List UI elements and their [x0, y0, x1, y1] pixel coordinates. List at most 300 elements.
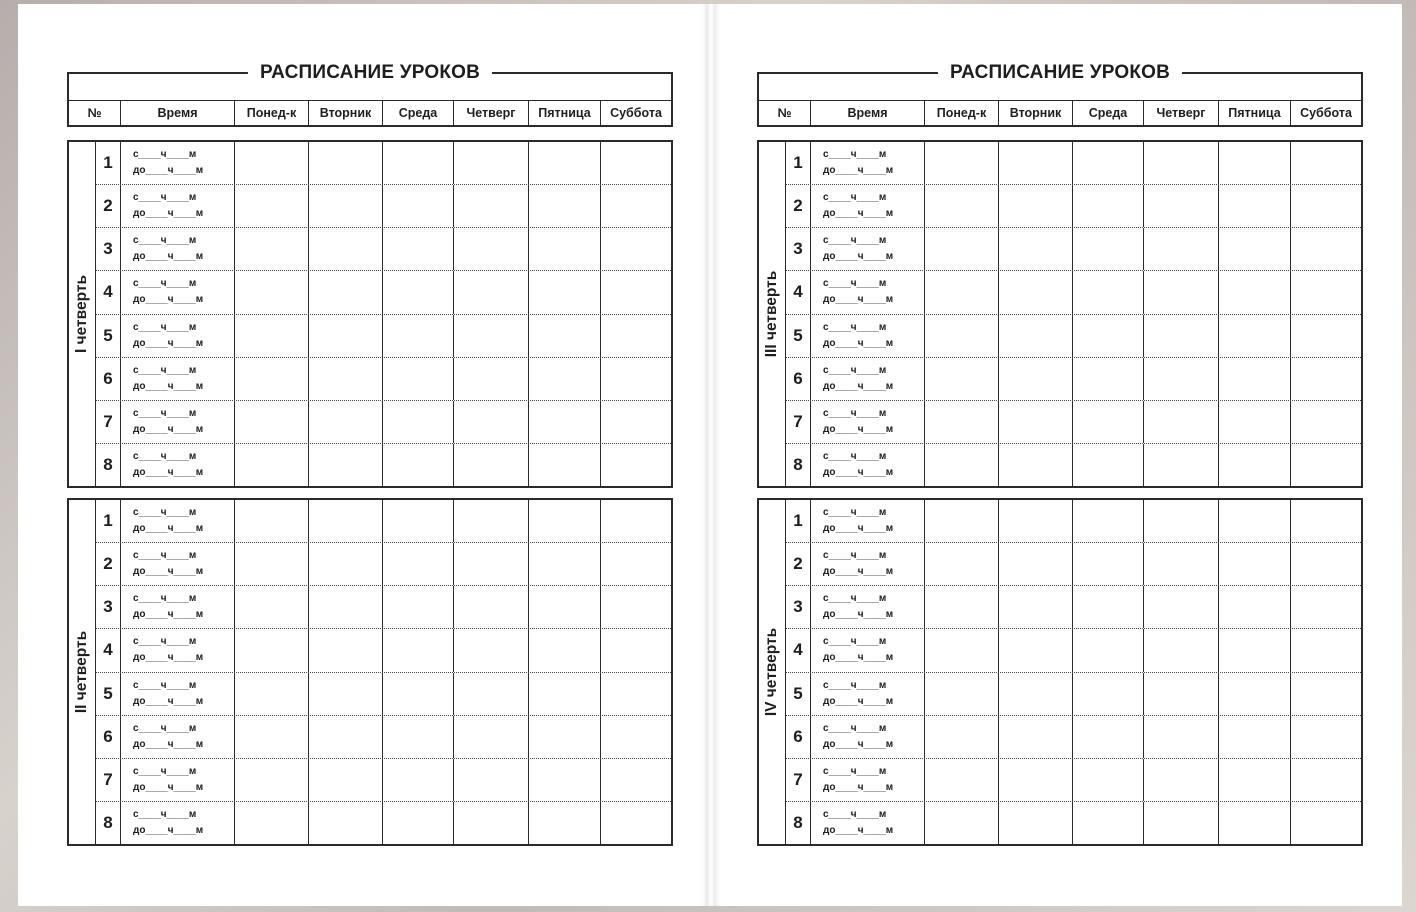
- lesson-cell-friday[interactable]: [1219, 142, 1291, 184]
- lesson-cell-wednesday[interactable]: [383, 271, 454, 313]
- lesson-cell-monday[interactable]: [925, 271, 999, 313]
- time-from-line: с____ч____м: [823, 636, 887, 648]
- lesson-cell-friday[interactable]: [1219, 586, 1291, 628]
- lesson-cell-wednesday[interactable]: [383, 358, 454, 400]
- lesson-cell-wednesday[interactable]: [383, 543, 454, 585]
- lesson-cell-thursday[interactable]: [1144, 802, 1219, 844]
- lesson-cell-monday[interactable]: [235, 401, 309, 443]
- lesson-cell-wednesday[interactable]: [1073, 142, 1144, 184]
- lesson-cell-saturday[interactable]: [1291, 543, 1361, 585]
- lesson-cell-friday[interactable]: [529, 543, 601, 585]
- header-wednesday: Среда: [383, 101, 454, 125]
- lesson-time-cell[interactable]: [121, 673, 235, 715]
- lesson-cell-friday[interactable]: [529, 716, 601, 758]
- lesson-cell-thursday[interactable]: [1144, 716, 1219, 758]
- lesson-time-cell[interactable]: [811, 759, 925, 801]
- lesson-row: [96, 401, 671, 444]
- quarter-label: III четверть: [759, 142, 786, 486]
- lesson-cell-tuesday[interactable]: [309, 543, 383, 585]
- lesson-cell-monday[interactable]: [235, 271, 309, 313]
- lesson-cell-saturday[interactable]: [601, 629, 671, 671]
- lesson-number: 5: [96, 315, 121, 357]
- lesson-row: [96, 802, 671, 844]
- lesson-cell-wednesday[interactable]: [383, 315, 454, 357]
- lesson-cell-friday[interactable]: [529, 315, 601, 357]
- quarter-block-1: [67, 140, 673, 488]
- lesson-cell-tuesday[interactable]: [309, 629, 383, 671]
- lesson-cell-thursday[interactable]: [1144, 315, 1219, 357]
- lesson-cell-monday[interactable]: [925, 315, 999, 357]
- lesson-cell-saturday[interactable]: [1291, 142, 1361, 184]
- lesson-time-cell[interactable]: [811, 142, 925, 184]
- lesson-cell-thursday[interactable]: [454, 401, 529, 443]
- lesson-cell-monday[interactable]: [925, 401, 999, 443]
- lesson-cell-friday[interactable]: [529, 185, 601, 227]
- lesson-cell-saturday[interactable]: [601, 358, 671, 400]
- time-from-line: с____ч____м: [823, 407, 887, 419]
- lesson-cell-monday[interactable]: [925, 759, 999, 801]
- lesson-time-cell[interactable]: [121, 228, 235, 270]
- lesson-rows: [786, 500, 1361, 844]
- lesson-cell-tuesday[interactable]: [309, 271, 383, 313]
- lesson-cell-thursday[interactable]: [454, 586, 529, 628]
- lesson-cell-tuesday[interactable]: [999, 543, 1073, 585]
- lesson-cell-saturday[interactable]: [601, 586, 671, 628]
- quarter-label: I четверть: [69, 142, 96, 486]
- time-from-line: с____ч____м: [133, 321, 197, 333]
- lesson-cell-friday[interactable]: [1219, 716, 1291, 758]
- lesson-cell-wednesday[interactable]: [383, 142, 454, 184]
- lesson-cell-wednesday[interactable]: [383, 759, 454, 801]
- lesson-cell-tuesday[interactable]: [999, 802, 1073, 844]
- lesson-cell-tuesday[interactable]: [309, 716, 383, 758]
- lesson-cell-wednesday[interactable]: [383, 629, 454, 671]
- lesson-cell-thursday[interactable]: [1144, 543, 1219, 585]
- lesson-cell-saturday[interactable]: [1291, 500, 1361, 542]
- time-from-line: с____ч____м: [823, 235, 887, 247]
- lesson-number: 8: [786, 444, 811, 486]
- lesson-cell-friday[interactable]: [1219, 358, 1291, 400]
- lesson-cell-friday[interactable]: [1219, 759, 1291, 801]
- lesson-cell-saturday[interactable]: [1291, 185, 1361, 227]
- time-to-line: до____ч____м: [823, 824, 894, 836]
- lesson-cell-thursday[interactable]: [454, 500, 529, 542]
- lesson-time-cell[interactable]: [811, 802, 925, 844]
- lesson-cell-tuesday[interactable]: [309, 586, 383, 628]
- lesson-number: 7: [786, 759, 811, 801]
- header-thursday: Четверг: [1144, 101, 1219, 125]
- lesson-cell-thursday[interactable]: [454, 444, 529, 486]
- time-from-line: с____ч____м: [133, 450, 197, 462]
- lesson-time-cell[interactable]: [811, 271, 925, 313]
- lesson-cell-thursday[interactable]: [454, 716, 529, 758]
- lesson-cell-saturday[interactable]: [601, 543, 671, 585]
- lesson-cell-monday[interactable]: [235, 802, 309, 844]
- quarter-block-2: [67, 498, 673, 846]
- lesson-time-cell[interactable]: [121, 716, 235, 758]
- lesson-cell-saturday[interactable]: [601, 228, 671, 270]
- lesson-cell-thursday[interactable]: [454, 673, 529, 715]
- lesson-number: 1: [786, 142, 811, 184]
- lesson-cell-tuesday[interactable]: [999, 586, 1073, 628]
- lesson-cell-wednesday[interactable]: [1073, 716, 1144, 758]
- lesson-cell-wednesday[interactable]: [383, 185, 454, 227]
- lesson-number: 6: [786, 716, 811, 758]
- lesson-cell-saturday[interactable]: [601, 759, 671, 801]
- lesson-cell-monday[interactable]: [925, 228, 999, 270]
- lesson-cell-tuesday[interactable]: [309, 401, 383, 443]
- time-from-line: с____ч____м: [133, 722, 197, 734]
- lesson-cell-saturday[interactable]: [1291, 629, 1361, 671]
- time-to-line: до____ч____м: [823, 652, 894, 664]
- lesson-cell-friday[interactable]: [529, 271, 601, 313]
- lesson-cell-monday[interactable]: [235, 444, 309, 486]
- lesson-time-cell[interactable]: [811, 586, 925, 628]
- lesson-cell-thursday[interactable]: [1144, 185, 1219, 227]
- lesson-cell-tuesday[interactable]: [999, 271, 1073, 313]
- lesson-cell-thursday[interactable]: [1144, 673, 1219, 715]
- lesson-cell-monday[interactable]: [925, 802, 999, 844]
- lesson-cell-thursday[interactable]: [1144, 401, 1219, 443]
- lesson-cell-saturday[interactable]: [601, 271, 671, 313]
- lesson-cell-saturday[interactable]: [1291, 444, 1361, 486]
- lesson-cell-saturday[interactable]: [1291, 271, 1361, 313]
- lesson-cell-thursday[interactable]: [454, 271, 529, 313]
- lesson-row: [786, 185, 1361, 228]
- lesson-cell-tuesday[interactable]: [999, 444, 1073, 486]
- title-row: [757, 62, 1363, 100]
- lesson-cell-thursday[interactable]: [454, 185, 529, 227]
- lesson-cell-monday[interactable]: [235, 315, 309, 357]
- lesson-time-cell[interactable]: [811, 673, 925, 715]
- time-to-line: до____ч____м: [823, 738, 894, 750]
- lesson-row: [96, 586, 671, 629]
- lesson-cell-thursday[interactable]: [1144, 629, 1219, 671]
- time-from-line: с____ч____м: [133, 765, 197, 777]
- lesson-time-cell[interactable]: [121, 358, 235, 400]
- lesson-cell-saturday[interactable]: [1291, 358, 1361, 400]
- quarter-label: IV четверть: [759, 500, 786, 844]
- lesson-cell-thursday[interactable]: [454, 759, 529, 801]
- time-to-line: до____ч____м: [133, 695, 204, 707]
- lesson-time-cell[interactable]: [811, 401, 925, 443]
- lesson-cell-friday[interactable]: [529, 629, 601, 671]
- lesson-cell-wednesday[interactable]: [383, 444, 454, 486]
- lesson-cell-wednesday[interactable]: [1073, 586, 1144, 628]
- lesson-cell-saturday[interactable]: [1291, 586, 1361, 628]
- lesson-time-cell[interactable]: [811, 716, 925, 758]
- lesson-cell-monday[interactable]: [925, 586, 999, 628]
- lesson-cell-saturday[interactable]: [1291, 315, 1361, 357]
- lesson-number: 6: [96, 358, 121, 400]
- lesson-number: 2: [786, 185, 811, 227]
- lesson-cell-tuesday[interactable]: [999, 401, 1073, 443]
- lesson-cell-friday[interactable]: [1219, 271, 1291, 313]
- lesson-time-cell[interactable]: [811, 444, 925, 486]
- lesson-cell-wednesday[interactable]: [383, 716, 454, 758]
- lesson-cell-friday[interactable]: [529, 802, 601, 844]
- lesson-row: [786, 716, 1361, 759]
- lesson-time-cell[interactable]: [121, 315, 235, 357]
- lesson-cell-friday[interactable]: [529, 586, 601, 628]
- lesson-cell-friday[interactable]: [1219, 802, 1291, 844]
- lesson-row: [786, 759, 1361, 802]
- time-to-line: до____ч____м: [133, 609, 204, 621]
- lesson-cell-saturday[interactable]: [601, 315, 671, 357]
- lesson-cell-friday[interactable]: [1219, 228, 1291, 270]
- lesson-cell-monday[interactable]: [235, 500, 309, 542]
- lesson-cell-wednesday[interactable]: [1073, 271, 1144, 313]
- lesson-cell-friday[interactable]: [529, 401, 601, 443]
- header-tuesday: Вторник: [999, 101, 1073, 125]
- lesson-cell-thursday[interactable]: [454, 629, 529, 671]
- time-to-line: до____ч____м: [133, 824, 204, 836]
- lesson-number: 4: [96, 629, 121, 671]
- lesson-cell-wednesday[interactable]: [1073, 759, 1144, 801]
- lesson-cell-monday[interactable]: [235, 543, 309, 585]
- lesson-cell-friday[interactable]: [1219, 673, 1291, 715]
- lesson-row: [96, 271, 671, 314]
- lesson-time-cell[interactable]: [811, 185, 925, 227]
- lesson-cell-tuesday[interactable]: [999, 629, 1073, 671]
- lesson-cell-thursday[interactable]: [454, 315, 529, 357]
- lesson-cell-wednesday[interactable]: [383, 401, 454, 443]
- lesson-cell-friday[interactable]: [529, 759, 601, 801]
- lesson-cell-thursday[interactable]: [1144, 759, 1219, 801]
- lesson-row: [96, 444, 671, 486]
- lesson-time-cell[interactable]: [121, 629, 235, 671]
- header-friday: Пятница: [1219, 101, 1291, 125]
- lesson-cell-tuesday[interactable]: [309, 444, 383, 486]
- lesson-time-cell[interactable]: [121, 543, 235, 585]
- lesson-cell-tuesday[interactable]: [999, 185, 1073, 227]
- lesson-cell-thursday[interactable]: [1144, 228, 1219, 270]
- lesson-cell-monday[interactable]: [235, 716, 309, 758]
- header-saturday: Суббота: [610, 106, 662, 120]
- lesson-cell-wednesday[interactable]: [1073, 543, 1144, 585]
- time-to-line: до____ч____м: [823, 523, 894, 535]
- lesson-cell-friday[interactable]: [529, 228, 601, 270]
- lesson-row: [96, 673, 671, 716]
- lesson-cell-tuesday[interactable]: [999, 358, 1073, 400]
- lesson-cell-tuesday[interactable]: [999, 228, 1073, 270]
- lesson-time-cell[interactable]: [121, 142, 235, 184]
- lesson-row: [96, 315, 671, 358]
- lesson-cell-friday[interactable]: [1219, 444, 1291, 486]
- lesson-cell-friday[interactable]: [1219, 185, 1291, 227]
- lesson-cell-wednesday[interactable]: [1073, 673, 1144, 715]
- lesson-rows: [786, 142, 1361, 486]
- lesson-cell-tuesday[interactable]: [999, 716, 1073, 758]
- lesson-cell-wednesday[interactable]: [383, 500, 454, 542]
- lesson-cell-wednesday[interactable]: [1073, 185, 1144, 227]
- time-from-line: с____ч____м: [133, 192, 197, 204]
- lesson-cell-monday[interactable]: [925, 358, 999, 400]
- lesson-cell-monday[interactable]: [925, 185, 999, 227]
- lesson-time-cell[interactable]: [811, 543, 925, 585]
- time-from-line: с____ч____м: [823, 808, 887, 820]
- lesson-cell-tuesday[interactable]: [309, 228, 383, 270]
- lesson-cell-wednesday[interactable]: [1073, 629, 1144, 671]
- lesson-rows: [96, 500, 671, 844]
- lesson-cell-wednesday[interactable]: [383, 228, 454, 270]
- lesson-cell-saturday[interactable]: [1291, 673, 1361, 715]
- lesson-cell-tuesday[interactable]: [309, 500, 383, 542]
- lesson-time-cell[interactable]: [121, 271, 235, 313]
- lesson-cell-saturday[interactable]: [1291, 401, 1361, 443]
- time-from-line: с____ч____м: [133, 149, 197, 161]
- lesson-number: 5: [786, 673, 811, 715]
- lesson-time-cell[interactable]: [811, 315, 925, 357]
- lesson-cell-wednesday[interactable]: [1073, 401, 1144, 443]
- lesson-cell-wednesday[interactable]: [383, 673, 454, 715]
- lesson-cell-monday[interactable]: [925, 673, 999, 715]
- lesson-time-cell[interactable]: [811, 629, 925, 671]
- lesson-cell-saturday[interactable]: [1291, 228, 1361, 270]
- lesson-cell-thursday[interactable]: [454, 142, 529, 184]
- time-from-line: с____ч____м: [823, 278, 887, 290]
- lesson-cell-friday[interactable]: [529, 673, 601, 715]
- lesson-cell-saturday[interactable]: [1291, 802, 1361, 844]
- lesson-cell-thursday[interactable]: [1144, 444, 1219, 486]
- lesson-cell-tuesday[interactable]: [309, 315, 383, 357]
- schedule-sheet-left: [67, 62, 673, 836]
- lesson-cell-wednesday[interactable]: [1073, 315, 1144, 357]
- title-row: [67, 62, 673, 100]
- lesson-cell-thursday[interactable]: [1144, 271, 1219, 313]
- lesson-cell-tuesday[interactable]: [999, 500, 1073, 542]
- time-to-line: до____ч____м: [133, 466, 204, 478]
- lesson-cell-wednesday[interactable]: [1073, 802, 1144, 844]
- lesson-cell-tuesday[interactable]: [309, 759, 383, 801]
- lesson-cell-tuesday[interactable]: [309, 185, 383, 227]
- lesson-time-cell[interactable]: [121, 759, 235, 801]
- lesson-cell-monday[interactable]: [235, 142, 309, 184]
- lesson-cell-thursday[interactable]: [1144, 358, 1219, 400]
- lesson-cell-wednesday[interactable]: [1073, 500, 1144, 542]
- lesson-cell-wednesday[interactable]: [1073, 228, 1144, 270]
- lesson-cell-tuesday[interactable]: [309, 802, 383, 844]
- lesson-number: 3: [786, 228, 811, 270]
- lesson-cell-saturday[interactable]: [601, 401, 671, 443]
- time-to-line: до____ч____м: [823, 208, 894, 220]
- lesson-time-cell[interactable]: [811, 500, 925, 542]
- lesson-cell-monday[interactable]: [235, 228, 309, 270]
- time-to-line: до____ч____м: [133, 652, 204, 664]
- lesson-cell-saturday[interactable]: [1291, 759, 1361, 801]
- header-thursday: Четверг: [454, 101, 529, 125]
- lesson-cell-thursday[interactable]: [454, 358, 529, 400]
- lesson-cell-wednesday[interactable]: [1073, 444, 1144, 486]
- lesson-cell-saturday[interactable]: [601, 673, 671, 715]
- lesson-time-cell[interactable]: [121, 802, 235, 844]
- lesson-cell-monday[interactable]: [235, 629, 309, 671]
- lesson-number: 1: [786, 500, 811, 542]
- lesson-cell-thursday[interactable]: [1144, 500, 1219, 542]
- lesson-cell-monday[interactable]: [235, 673, 309, 715]
- lesson-cell-tuesday[interactable]: [999, 142, 1073, 184]
- time-to-line: до____ч____м: [823, 423, 894, 435]
- lesson-cell-monday[interactable]: [235, 358, 309, 400]
- lesson-cell-monday[interactable]: [925, 142, 999, 184]
- lesson-number: 4: [786, 271, 811, 313]
- lesson-time-cell[interactable]: [121, 444, 235, 486]
- lesson-cell-monday[interactable]: [925, 500, 999, 542]
- lesson-number: 8: [96, 444, 121, 486]
- time-to-line: до____ч____м: [133, 523, 204, 535]
- lesson-cell-saturday[interactable]: [601, 716, 671, 758]
- lesson-number: 3: [96, 586, 121, 628]
- lesson-cell-thursday[interactable]: [1144, 142, 1219, 184]
- lesson-cell-tuesday[interactable]: [309, 142, 383, 184]
- lesson-cell-saturday[interactable]: [601, 444, 671, 486]
- lesson-cell-wednesday[interactable]: [383, 586, 454, 628]
- lesson-cell-tuesday[interactable]: [309, 358, 383, 400]
- lesson-number: 8: [786, 802, 811, 844]
- lesson-time-cell[interactable]: [121, 500, 235, 542]
- lesson-cell-friday[interactable]: [1219, 629, 1291, 671]
- lesson-time-cell[interactable]: [811, 228, 925, 270]
- lesson-number: 7: [96, 759, 121, 801]
- lesson-cell-friday[interactable]: [529, 444, 601, 486]
- lesson-cell-saturday[interactable]: [601, 185, 671, 227]
- lesson-cell-tuesday[interactable]: [999, 759, 1073, 801]
- lesson-cell-monday[interactable]: [925, 444, 999, 486]
- lesson-cell-saturday[interactable]: [601, 142, 671, 184]
- lesson-cell-monday[interactable]: [235, 185, 309, 227]
- lesson-cell-wednesday[interactable]: [1073, 358, 1144, 400]
- lesson-cell-saturday[interactable]: [1291, 716, 1361, 758]
- lesson-cell-wednesday[interactable]: [383, 802, 454, 844]
- lesson-cell-thursday[interactable]: [454, 228, 529, 270]
- lesson-cell-monday[interactable]: [235, 586, 309, 628]
- lesson-cell-monday[interactable]: [235, 759, 309, 801]
- time-to-line: до____ч____м: [133, 337, 204, 349]
- header-friday: Пятница: [529, 101, 601, 125]
- lesson-cell-friday[interactable]: [1219, 315, 1291, 357]
- lesson-time-cell[interactable]: [811, 358, 925, 400]
- time-to-line: до____ч____м: [823, 781, 894, 793]
- time-to-line: до____ч____м: [823, 251, 894, 263]
- lesson-cell-monday[interactable]: [925, 716, 999, 758]
- lesson-cell-friday[interactable]: [529, 358, 601, 400]
- lesson-cell-friday[interactable]: [529, 142, 601, 184]
- lesson-cell-saturday[interactable]: [601, 500, 671, 542]
- lesson-cell-thursday[interactable]: [454, 802, 529, 844]
- lesson-cell-friday[interactable]: [1219, 500, 1291, 542]
- lesson-cell-thursday[interactable]: [454, 543, 529, 585]
- lesson-row: [96, 358, 671, 401]
- time-from-line: с____ч____м: [823, 765, 887, 777]
- lesson-cell-monday[interactable]: [925, 543, 999, 585]
- lesson-time-cell[interactable]: [121, 401, 235, 443]
- lesson-cell-monday[interactable]: [925, 629, 999, 671]
- lesson-time-cell[interactable]: [121, 586, 235, 628]
- lesson-cell-thursday[interactable]: [1144, 586, 1219, 628]
- lesson-cell-tuesday[interactable]: [309, 673, 383, 715]
- lesson-cell-tuesday[interactable]: [999, 315, 1073, 357]
- lesson-row: [786, 358, 1361, 401]
- lesson-time-cell[interactable]: [121, 185, 235, 227]
- lesson-number: 7: [96, 401, 121, 443]
- lesson-cell-friday[interactable]: [529, 500, 601, 542]
- table-header: [757, 100, 1363, 127]
- lesson-cell-friday[interactable]: [1219, 543, 1291, 585]
- lesson-cell-tuesday[interactable]: [999, 673, 1073, 715]
- time-from-line: с____ч____м: [823, 679, 887, 691]
- lesson-cell-friday[interactable]: [1219, 401, 1291, 443]
- lesson-cell-saturday[interactable]: [601, 802, 671, 844]
